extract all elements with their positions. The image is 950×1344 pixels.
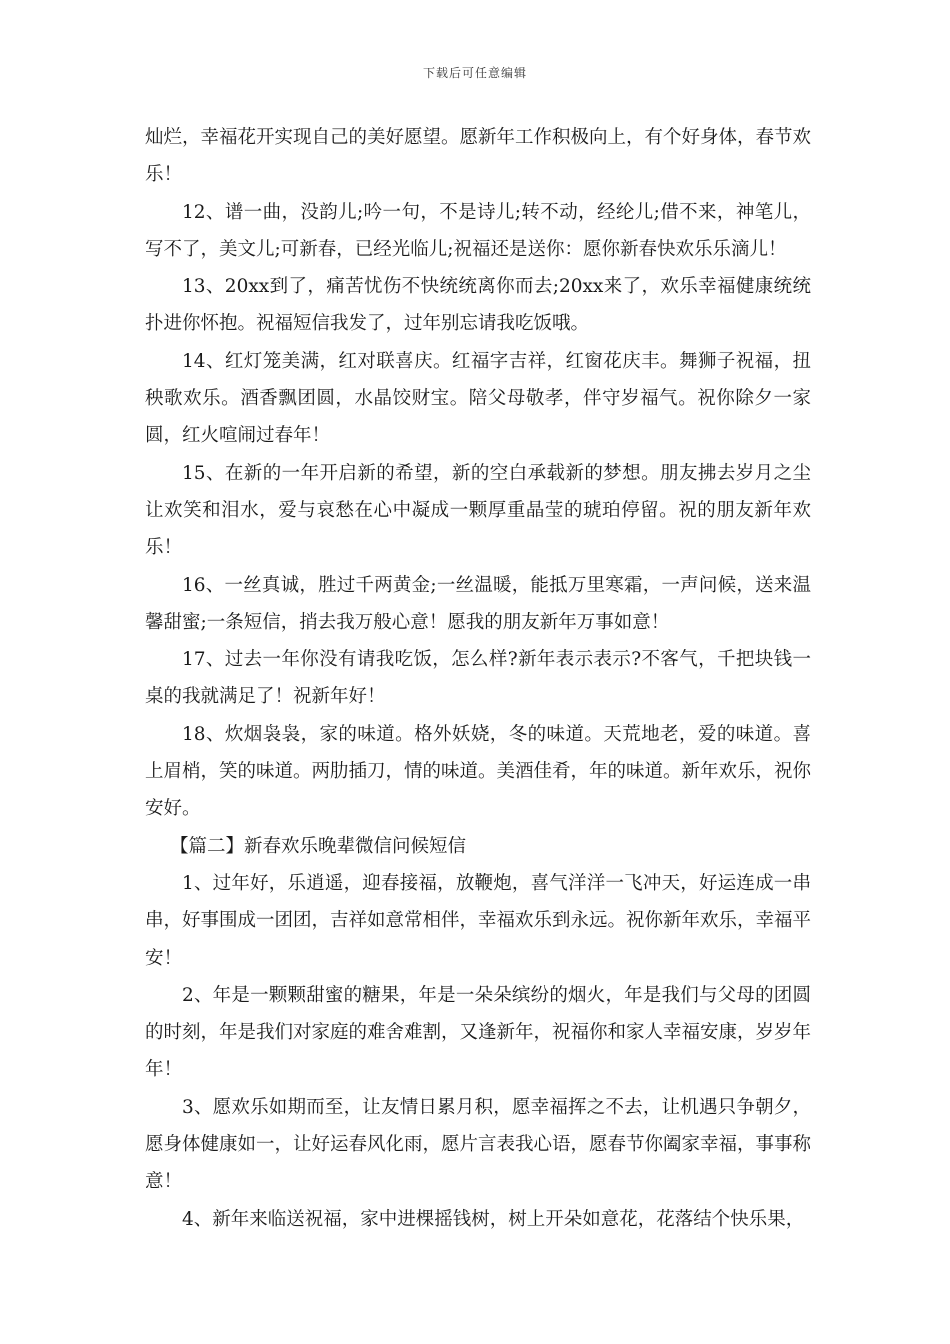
document-body [145, 119, 811, 1238]
paragraph-item-17: 17、过去一年你没有请我吃饭，怎么样?新年表示表示?不客气，千把块钱一桌的我就满足了！祝新年好！ [145, 649, 811, 708]
paragraph-item-1: 1、过年好，乐逍遥，迎春接福，放鞭炮，喜气洋洋一飞冲天，好运连成一串串，好事围成一团团，吉祥如意常相伴，幸福欢乐到永远。祝你新年欢乐，幸福平安！ [145, 872, 812, 969]
paragraph-item-3: 3、愿欢乐如期而至，让友情日累月积，愿幸福挥之不去，让机遇只争朝夕，愿身体健康如一，让好运春风化雨，愿片言表我心语，愿春节你阖家幸福，事事称意！ [145, 1096, 812, 1193]
section-heading: 【篇二】新春欢乐晚辈微信问候短信 [170, 835, 467, 857]
page-header: 下载后可任意编辑 [422, 66, 527, 80]
paragraph-item-13: 13、20xx到了，痛苦忧伤不快统统离你而去;20xx来了，欢乐幸福健康统统扑进你怀抱。祝福短信我发了，过年别忘请我吃饭哦。 [145, 276, 811, 335]
paragraph-item-18: 18、炊烟袅袅，家的味道。格外妖娆，冬的味道。天荒地老，爱的味道。喜上眉梢，笑的味道。两肋插刀，情的味道。美酒佳肴，年的味道。新年欢乐，祝你安好。 [145, 723, 812, 820]
paragraph-item-16: 16、一丝真诚，胜过千两黄金;一丝温暖，能抵万里寒霜，一声问候，送来温馨甜蜜;一条短信，捎去我万般心意！愿我的朋友新年万事如意！ [145, 574, 811, 633]
paragraph-item-2: 2、年是一颗颗甜蜜的糖果，年是一朵朵缤纷的烟火，年是我们与父母的团圆的时刻，年是我们对家庭的难舍难割，又逢新年，祝福你和家人幸福安康，岁岁年年！ [145, 984, 812, 1081]
paragraph-item-14: 14、红灯笼美满，红对联喜庆。红福字吉祥，红窗花庆丰。舞狮子祝福，扭秧歌欢乐。酒香飘团圆，水晶饺财宝。陪父母敬孝，伴守岁福气。祝你除夕一家圆，红火喧闹过春年！ [145, 350, 811, 447]
paragraph-item-15: 15、在新的一年开启新的希望，新的空白承载新的梦想。朋友拂去岁月之尘让欢笑和泪水，爱与哀愁在心中凝成一颗厚重晶莹的琥珀停留。祝的朋友新年欢乐！ [145, 462, 811, 559]
paragraph-continuation: 灿烂，幸福花开实现自己的美好愿望。愿新年工作积极向上，有个好身体，春节欢乐！ [145, 127, 812, 186]
paragraph-item-12: 12、谱一曲，没韵儿;吟一句，不是诗儿;转不动，经纶儿;借不来，神笔儿，写不了，美文儿;可新春，已经光临儿;祝福还是送你：愿你新春快欢乐乐滴儿！ [145, 201, 811, 260]
paragraph-item-4: 4、新年来临送祝福，家中进棵摇钱树，树上开朵如意花，花落结个快乐果， [182, 1208, 805, 1230]
